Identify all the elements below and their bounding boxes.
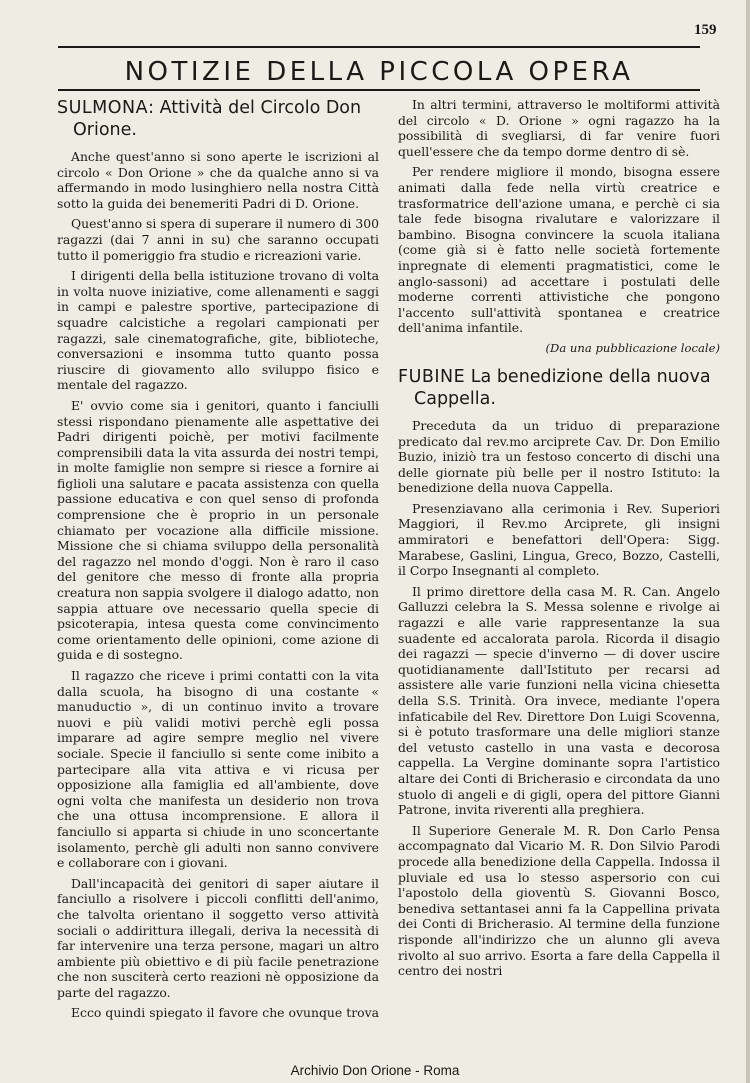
sulmona-paragraph: E' ovvio come sia i genitori, quanto i fanciulli stessi rispondano pienamente alle aspettative dei Padri dirigenti poichè, per motivi facilmente comprensibili data la vita assurda dei nostri tempi, in molte famiglie non sempre si riesce a fornire ai figlioli una salutare e pacata assistenza con quella passione educativa e con quel senso di profonda comprensione che è proprio in un personale chiamato per vocazione alla difficile missione. Missione che si chiama sviluppo della personalità del ragazzo nel mondo d'oggi. Non è raro il caso del genitore che messo di fronte alla propria creatura non sappia svolgere il dialogo adatto, non sappia attuare ove necessario quella specie di psicoterapia, intesa questa come convincimento come orientamento delle opinioni, come azione di guida e di sostegno. bbox=[57, 397, 379, 663]
sulmona-place: SULMONA bbox=[57, 98, 149, 118]
masthead-top-rule bbox=[58, 46, 700, 48]
fubine-headline bbox=[398, 366, 720, 410]
sulmona-source: (Da una pubblicazione locale) bbox=[545, 340, 720, 355]
sulmona-paragraph: Anche quest'anno si sono aperte le iscrizioni al circolo « Don Orione » che da qualche anno si va affermando in modo lusinghiero nella nostra Città sotto la guida dei benemeriti Padri di D. Orione. bbox=[57, 149, 379, 211]
fubine-paragraph: Presenziavano alla cerimonia i Rev. Superiori Maggiori, il Rev.mo Arciprete, gli insigni ammiratori e benefattori dell'Opera: Sigg. Marabese, Gaslini, Lingua, Greco, Bozzo, Castelli, il Corpo Insegnanti al completo. bbox=[398, 500, 720, 579]
sulmona-paragraph: Dall'incapacità dei genitori di saper aiutare il fanciullo a risolvere i piccoli conflitti dell'animo, che talvolta orientano il soggetto verso attività sociali o addirittura illegali, deriva la necessità di far intervenire una terza persone, magari un altro ambiente più obiettivo e di più facile penetrazione che non susciterà certo reazioni nè opposizione da parte del ragazzo. bbox=[57, 875, 379, 1000]
sulmona-title: : Attività del Circolo Don Orione. bbox=[73, 98, 362, 140]
fubine-place: FUBINE bbox=[398, 366, 466, 387]
sulmona-paragraph: Ecco quindi spiegato il favore che ovunque trova bbox=[71, 1005, 379, 1021]
sulmona-paragraph: Quest'anno si spera di superare il numero di 300 ragazzi (dai 7 anni in su) che saranno occupati tutto il pomeriggio fra studio e ricreazioni varie. bbox=[57, 216, 379, 263]
fubine-paragraph: Preceduta da un triduo di preparazione predicato dal rev.mo arciprete Cav. Dr. Don Emilio Buzio, iniziò tra un festoso concerto di dischi una delle giornate più belle per il nostro Istituto: la benedizione della nuova Cappella. bbox=[398, 417, 720, 496]
fubine-paragraph: Il primo direttore della casa M. R. Can. Angelo Galluzzi celebra la S. Messa solenne e rivolge ai ragazzi e alle varie rappresentanze la sua suadente ed accalorata parola. Ricorda il disagio dei ragazzi — specie d'inverno — di dover uscire quotidianamente dall'Istituto per recarsi ad assistere alle varie funzioni nella vicina chiesetta della S.S. Trinità. Ora invece, mediante l'opera infaticabile del Rev. Direttore Don Luigi Scovenna, si è potuto trasformare una delle migliori stanze del vetusto castello in una vasta e decorosa cappella. La Vergine dominante sopra l'artistico altare dei Conti di Bricherasio e circondata da uno stuolo di angeli e di gigli, opera del pittore Gianni Patrone, invita riverenti alla preghiera. bbox=[398, 583, 720, 818]
sulmona-paragraph: Per rendere migliore il mondo, bisogna essere animati dalla fede nella virtù creatrice e trasformatrice dell'azione umana, e perchè ci sia tale fede bisogna rivalutare e valorizzare il bambino. Bisogna convincere la scuola italiana (come già si è fatto nelle società fortemente inpregnate di elementi pragmatistici, come le anglo-sassoni) ad accettare i postulati delle moderne correnti attivistiche che pongono l'accento sull'attività spontanea e creatrice dell'anima infantile. bbox=[398, 164, 720, 336]
fubine-title: La benedizione della nuova Cappella. bbox=[414, 366, 711, 409]
archive-label: Archivio Don Orione - Roma bbox=[290, 1063, 460, 1078]
sulmona-paragraph: Il ragazzo che riceve i primi contatti con la vita dalla scuola, ha bisogno di una costante « manuductio », di un continuo invito a trovare nuovi e più validi motivi perchè egli possa imparare ad agire sempre meglio nel vivere sociale. Specie il fanciullo si sente come inibito a partecipare alla vita attiva e vi ricusa per opposizione alla famiglia ed all'ambiente, dove ogni volta che manifesta un desiderio non trova che una ottusa incomprensione. E allora il fanciullo si apparta si chiude in uno sconcertante isolamento, perchè gli adulti non sanno convivere e collaborare con i giovani. bbox=[57, 668, 379, 871]
scan-edge bbox=[746, 0, 750, 1083]
masthead-bottom-rule bbox=[58, 89, 700, 91]
masthead-title: NOTIZIE DELLA PICCOLA OPERA bbox=[124, 57, 634, 87]
page-number: 159 bbox=[694, 22, 717, 38]
sulmona-paragraph: I dirigenti della bella istituzione trovano di volta in volta nuove iniziative, come allenamenti e saggi in campi e palestre sportive, partecipazione di squadre calcistiche a regolari campionati per ragazzi, sale cinematografiche, gite, biblioteche, conversazioni e insomma tutto quanto possa riuscire di giovamento allo sviluppo fisico e mentale del ragazzo. bbox=[57, 268, 379, 393]
column-left bbox=[57, 97, 379, 1022]
sulmona-paragraph: In altri termini, attraverso le moltiformi attività del circolo « D. Orione » ogni ragazzo ha la possibilità di svegliarsi, di far venire fuori quell'essere che da tempo dorme dentro di sè. bbox=[398, 97, 720, 159]
fubine-paragraph: Il Superiore Generale M. R. Don Carlo Pensa accompagnato dal Vicario M. R. Don Silvio Parodi procede alla benedizione della Cappella. Indossa il pluviale ed usa lo stesso aspersorio con cui l'apostolo della gioventù S. Giovanni Bosco, benediva settantasei anni fa la Cappellina privata dei Conti di Bricherasio. Al termine della funzione risponde all'indirizzo che un alunno gli aveva rivolto al suo arrivo. Esorta a fare della Cappella il centro dei nostri bbox=[398, 822, 720, 979]
column-right bbox=[398, 97, 720, 1022]
sulmona-headline bbox=[57, 97, 379, 141]
